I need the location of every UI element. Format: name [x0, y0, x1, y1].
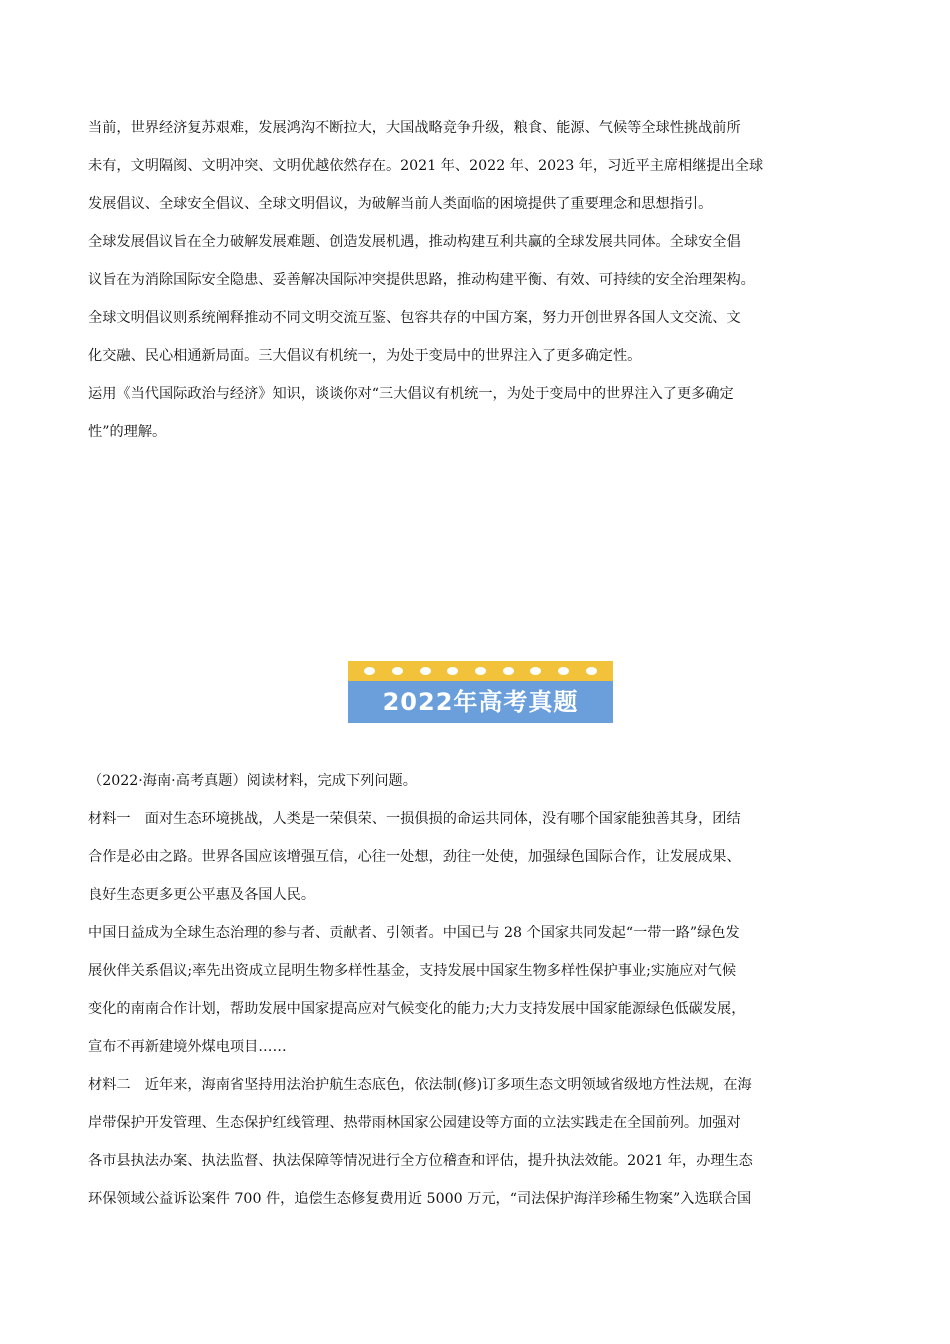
text-line: 材料一 面对生态环境挑战，人类是一荣俱荣、一损俱损的命运共同体，没有哪个国家能独善其身，团结	[88, 811, 741, 827]
text-line: （2022·海南·高考真题）阅读材料，完成下列问题。	[88, 773, 417, 789]
dot-icon	[530, 667, 541, 675]
dot-icon	[586, 667, 597, 675]
section-banner	[348, 661, 613, 723]
text-line: 良好生态更多更公平惠及各国人民。	[88, 887, 316, 903]
dot-icon	[392, 667, 403, 675]
dot-icon	[420, 667, 431, 675]
text-line: 未有，文明隔阂、文明冲突、文明优越依然存在。2021 年、2022 年、2023 年，习近平主席相继提出全球	[88, 158, 764, 174]
text-line: 合作是必由之路。世界各国应该增强互信，心往一处想，劲往一处使，加强绿色国际合作，让发展成果、	[88, 849, 741, 865]
text-line: 化交融、民心相通新局面。三大倡议有机统一，为处于变局中的世界注入了更多确定性。	[88, 348, 642, 364]
text-line: 岸带保护开发管理、生态保护红线管理、热带雨林国家公园建设等方面的立法实践走在全国前列。加强对	[88, 1115, 741, 1131]
text-line: 变化的南南合作计划，帮助发展中国家提高应对气候变化的能力;大力支持发展中国家能源绿色低碳发展，	[88, 1001, 746, 1017]
text-line: 宣布不再新建境外煤电项目……	[88, 1039, 287, 1055]
text-line: 全球发展倡议旨在全力破解发展难题、创造发展机遇，推动构建互利共赢的全球发展共同体。全球安全倡	[88, 234, 741, 250]
material-paragraph	[88, 109, 868, 375]
banner-title: 2022年高考真题	[382, 688, 579, 716]
text-line: 环保领域公益诉讼案件 700 件，追偿生态修复费用近 5000 万元，“司法保护海洋珍稀生物案”入选联合国	[88, 1191, 752, 1207]
text-line: 发展倡议、全球安全倡议、全球文明倡议，为破解当前人类面临的困境提供了重要理念和思想指引。	[88, 196, 713, 212]
dot-icon	[503, 667, 514, 675]
banner-dots	[348, 661, 613, 681]
text-line: 议旨在为消除国际安全隐患、妥善解决国际冲突提供思路，推动构建平衡、有效、可持续的安全治理架构。	[88, 272, 755, 288]
dot-icon	[364, 667, 375, 675]
text-line: 运用《当代国际政治与经济》知识，谈谈你对“三大倡议有机统一，为处于变局中的世界注入了更多确定	[88, 386, 734, 402]
dot-icon	[558, 667, 569, 675]
dot-icon	[475, 667, 486, 675]
text-line: 当前，世界经济复苏艰难，发展鸿沟不断拉大，大国战略竞争升级，粮食、能源、气候等全球性挑战前所	[88, 120, 741, 136]
exam-question-paragraph	[88, 762, 868, 1218]
text-line: 展伙伴关系倡议;率先出资成立昆明生物多样性基金，支持发展中国家生物多样性保护事业;实施应对气候	[88, 963, 737, 979]
text-line: 性”的理解。	[88, 424, 167, 440]
text-line: 材料二 近年来，海南省坚持用法治护航生态底色，依法制(修)订多项生态文明领域省级地方性法规，在海	[88, 1077, 752, 1093]
text-line: 中国日益成为全球生态治理的参与者、贡献者、引领者。中国已与 28 个国家共同发起“一带一路”绿色发	[88, 925, 740, 941]
text-line: 全球文明倡议则系统阐释推动不同文明交流互鉴、包容共存的中国方案，努力开创世界各国人文交流、文	[88, 310, 741, 326]
dot-icon	[447, 667, 458, 675]
question-paragraph	[88, 375, 868, 451]
text-line: 各市县执法办案、执法监督、执法保障等情况进行全方位稽查和评估，提升执法效能。2021 年，办理生态	[88, 1153, 753, 1169]
